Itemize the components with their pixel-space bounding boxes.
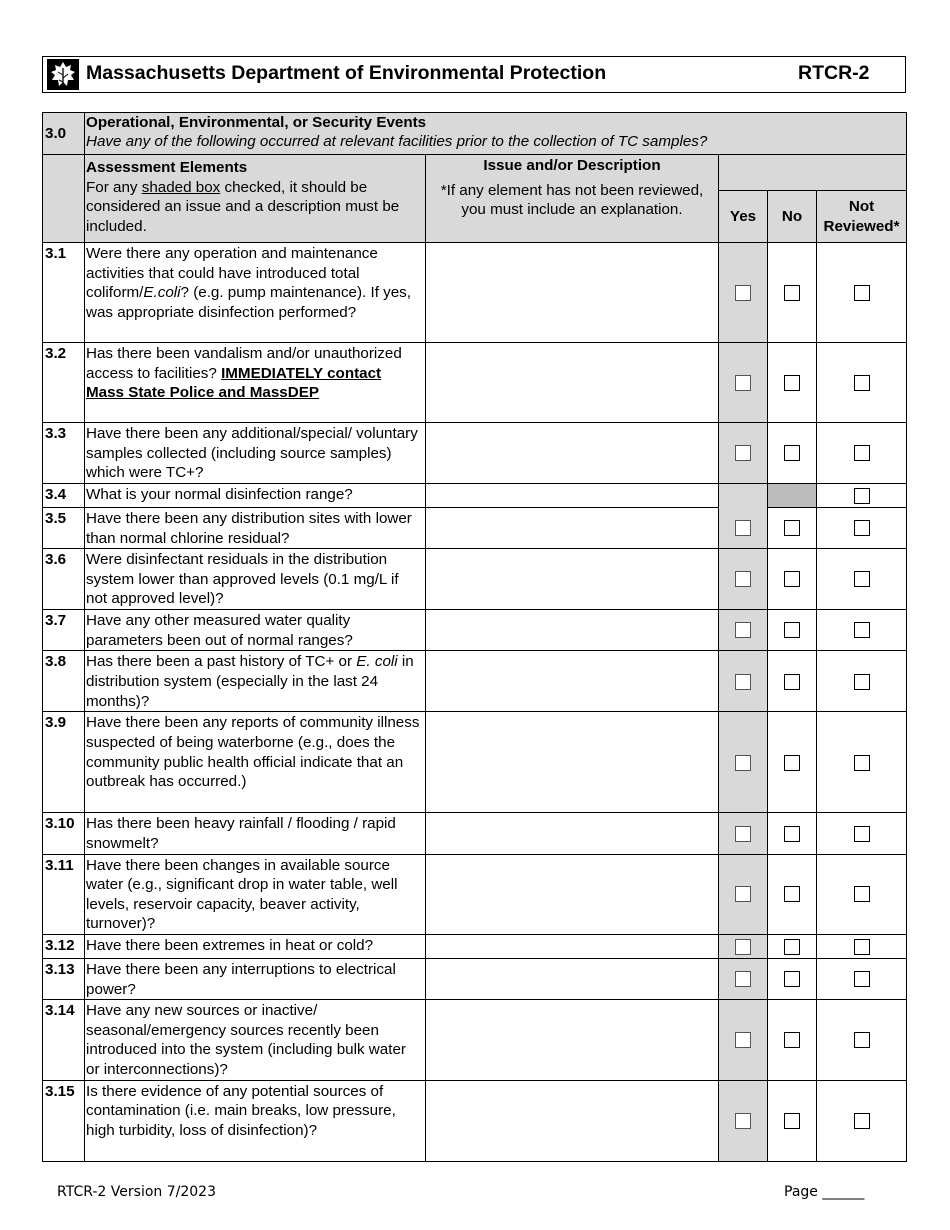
yes-checkbox[interactable] [735, 520, 751, 536]
section-subtitle: Have any of the following occurred at relevant facilities prior to the collection of TC samples? [86, 133, 708, 150]
question-number: 3.9 [43, 712, 85, 813]
not-reviewed-checkbox[interactable] [854, 375, 870, 391]
question-row-3-1 [43, 243, 907, 343]
no-checkbox[interactable] [784, 674, 800, 690]
question-row-3-4 [43, 484, 907, 508]
description-field[interactable] [426, 813, 719, 854]
description-field[interactable] [426, 651, 719, 712]
question-number: 3.12 [43, 934, 85, 958]
question-number: 3.7 [43, 610, 85, 651]
question-text: Has there been vandalism and/or unauthorized access to facilities? IMMEDIATELY contact Mass State Police and MassDEP [85, 343, 426, 423]
question-row-3-6 [43, 549, 907, 610]
no-checkbox[interactable] [784, 886, 800, 902]
question-number: 3.2 [43, 343, 85, 423]
question-number: 3.4 [43, 484, 85, 508]
question-row-3-8 [43, 651, 907, 712]
question-row-3-13 [43, 958, 907, 999]
not-reviewed-checkbox[interactable] [854, 971, 870, 987]
question-text: Have there been extremes in heat or cold? [85, 934, 426, 958]
yes-checkbox[interactable] [735, 622, 751, 638]
question-text: Is there evidence of any potential sources of contamination (i.e. main breaks, low pressure, high turbidity, loss of disinfection)? [85, 1080, 426, 1161]
no-cell-disabled [768, 484, 817, 508]
not-reviewed-checkbox[interactable] [854, 886, 870, 902]
no-checkbox[interactable] [784, 971, 800, 987]
description-field[interactable] [426, 423, 719, 484]
question-number: 3.3 [43, 423, 85, 484]
question-number: 3.15 [43, 1080, 85, 1161]
description-field[interactable] [426, 1080, 719, 1161]
question-text: Were there any operation and maintenance activities that could have introduced total coliform/E.coli? (e.g. pump maintenance). If yes, was appropriate disinfection performed? [85, 243, 426, 343]
question-number: 3.10 [43, 813, 85, 854]
assessment-table [42, 112, 907, 1162]
question-text: Have there been changes in available source water (e.g., significant drop in water table, well levels, reservoir capacity, beaver activity, turnover)? [85, 854, 426, 934]
no-checkbox[interactable] [784, 1113, 800, 1129]
question-number: 3.14 [43, 1000, 85, 1080]
no-checkbox[interactable] [784, 520, 800, 536]
form-version: RTCR-2 Version 7/2023 [57, 1184, 216, 1200]
description-field[interactable] [426, 934, 719, 958]
yes-column-header: Yes [719, 191, 768, 243]
not-reviewed-checkbox[interactable] [854, 826, 870, 842]
not-reviewed-checkbox[interactable] [854, 1032, 870, 1048]
question-number: 3.1 [43, 243, 85, 343]
yes-checkbox[interactable] [735, 971, 751, 987]
yes-checkbox[interactable] [735, 1032, 751, 1048]
question-row-3-3 [43, 423, 907, 484]
no-column-header: No [768, 191, 817, 243]
question-text: Have any other measured water quality parameters been out of normal ranges? [85, 610, 426, 651]
page-number-field: Page ______ [784, 1184, 865, 1200]
yes-checkbox[interactable] [735, 755, 751, 771]
no-checkbox[interactable] [784, 285, 800, 301]
question-row-3-15 [43, 1080, 907, 1161]
description-field[interactable] [426, 243, 719, 343]
question-text: Have there been any additional/special/ voluntary samples collected (including source samples) which were TC+? [85, 423, 426, 484]
description-field[interactable] [426, 484, 719, 508]
assessment-elements-header [85, 155, 426, 243]
question-row-3-10 [43, 813, 907, 854]
no-checkbox[interactable] [784, 939, 800, 955]
not-reviewed-checkbox[interactable] [854, 488, 870, 504]
question-row-3-7 [43, 610, 907, 651]
yes-checkbox[interactable] [735, 826, 751, 842]
not-reviewed-checkbox[interactable] [854, 755, 870, 771]
not-reviewed-checkbox[interactable] [854, 285, 870, 301]
assessment-elements-note: For any shaded box checked, it should be considered an issue and a description must be included. [86, 178, 400, 235]
question-text: Have there been any reports of community illness suspected of being waterborne (e.g., does the community public health official indicate that an outbreak has occurred.) [85, 712, 426, 813]
agency-title: Massachusetts Department of Environmental Protection [86, 62, 607, 84]
description-field[interactable] [426, 712, 719, 813]
no-checkbox[interactable] [784, 622, 800, 638]
not-reviewed-checkbox[interactable] [854, 445, 870, 461]
description-field[interactable] [426, 958, 719, 999]
description-field[interactable] [426, 508, 719, 549]
question-number: 3.11 [43, 854, 85, 934]
section-title: Operational, Environmental, or Security Events [86, 114, 427, 131]
question-text: Have there been any distribution sites with lower than normal chlorine residual? [85, 508, 426, 549]
form-header [42, 56, 906, 93]
question-number: 3.5 [43, 508, 85, 549]
description-field[interactable] [426, 854, 719, 934]
not-reviewed-column-header: Not Reviewed* [817, 191, 907, 243]
description-field[interactable] [426, 1000, 719, 1080]
question-number: 3.6 [43, 549, 85, 610]
not-reviewed-checkbox[interactable] [854, 939, 870, 955]
question-text: Has there been heavy rainfall / flooding / rapid snowmelt? [85, 813, 426, 854]
no-checkbox[interactable] [784, 826, 800, 842]
yes-checkbox[interactable] [735, 886, 751, 902]
yes-checkbox[interactable] [735, 674, 751, 690]
no-checkbox[interactable] [784, 445, 800, 461]
section-number: 3.0 [43, 113, 85, 155]
no-checkbox[interactable] [784, 571, 800, 587]
issue-description-note: *If any element has not been reviewed, you must include an explanation. [440, 181, 704, 219]
column-header-row [43, 155, 907, 191]
question-text: Has there been a past history of TC+ or E. coli in distribution system (especially in the last 24 months)? [85, 651, 426, 712]
question-row-3-9 [43, 712, 907, 813]
not-reviewed-checkbox[interactable] [854, 571, 870, 587]
yes-checkbox[interactable] [735, 445, 751, 461]
question-text: What is your normal disinfection range? [85, 484, 426, 508]
question-text: Have there been any interruptions to electrical power? [85, 958, 426, 999]
question-text: Have any new sources or inactive/ seasonal/emergency sources recently been introduced into the system (including bulk water or interconnections)? [85, 1000, 426, 1080]
yes-checkbox[interactable] [735, 939, 751, 955]
question-row-3-2 [43, 343, 907, 423]
no-checkbox[interactable] [784, 1032, 800, 1048]
not-reviewed-checkbox[interactable] [854, 520, 870, 536]
issue-description-header [426, 155, 719, 243]
question-text: Were disinfectant residuals in the distribution system lower than approved levels (0.1 mg/L if not approved level)? [85, 549, 426, 610]
description-field[interactable] [426, 549, 719, 610]
yes-checkbox[interactable] [735, 375, 751, 391]
description-field[interactable] [426, 610, 719, 651]
yes-checkbox[interactable] [735, 285, 751, 301]
section-header-row [43, 113, 907, 155]
question-row-3-5 [43, 508, 907, 549]
no-checkbox[interactable] [784, 755, 800, 771]
not-reviewed-checkbox[interactable] [854, 622, 870, 638]
question-number: 3.8 [43, 651, 85, 712]
form-code: RTCR-2 [798, 62, 870, 84]
no-checkbox[interactable] [784, 375, 800, 391]
not-reviewed-checkbox[interactable] [854, 1113, 870, 1129]
issue-description-title: Issue and/or Description [483, 157, 661, 174]
assessment-elements-title: Assessment Elements [86, 159, 248, 176]
question-row-3-12 [43, 934, 907, 958]
yes-checkbox[interactable] [735, 571, 751, 587]
question-row-3-11 [43, 854, 907, 934]
yes-checkbox[interactable] [735, 1113, 751, 1129]
question-number: 3.13 [43, 958, 85, 999]
not-reviewed-checkbox[interactable] [854, 674, 870, 690]
massdep-leaf-logo-icon [47, 59, 79, 90]
question-row-3-14 [43, 1000, 907, 1080]
description-field[interactable] [426, 343, 719, 423]
